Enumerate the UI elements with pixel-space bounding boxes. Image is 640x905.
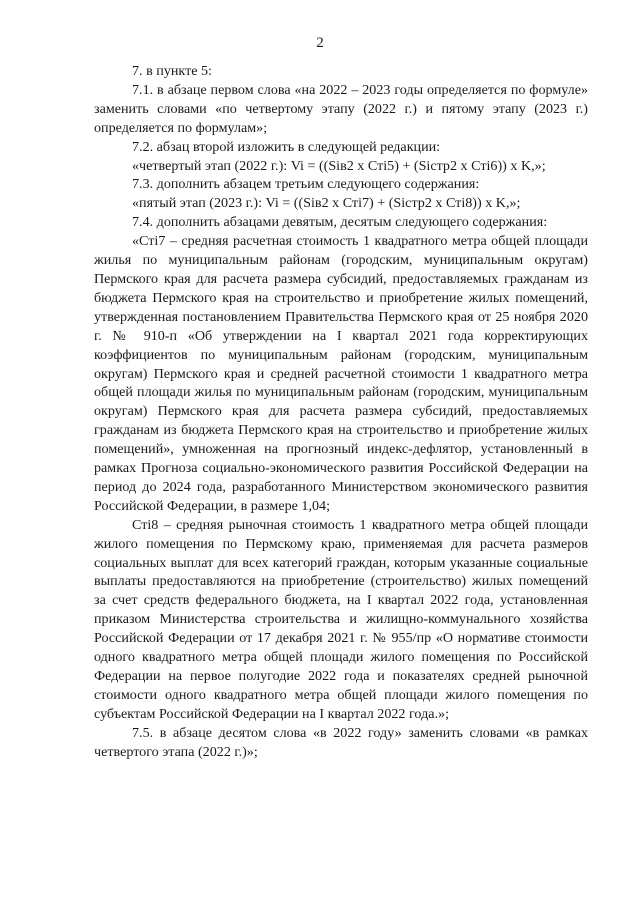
paragraph-7-2: 7.2. абзац второй изложить в следующей редакции: xyxy=(132,138,441,155)
page-number: 2 xyxy=(316,35,324,51)
paragraph-7-1: 7.1. в абзаце первом слова «на 2022 – 2023 годы определяется по формуле» заменить словами «по четвертому этапу (2022 г.) и пятому этапу (2023 г.) определяется по формулам»; xyxy=(94,81,588,136)
formula-stage-five: «пятый этап (2023 г.): Vi = ((Siв2 х Стi7) + (Siстр2 х Стi8)) х K,»; xyxy=(132,195,521,212)
paragraph-7-3: 7.3. дополнить абзацем третьим следующего содержания: xyxy=(132,176,480,193)
definition-cti7: «Стi7 – средняя расчетная стоимость 1 квадратного метра общей площади жилья по муниципальным районам (городским, муниципальным округам) Пермского края для расчета размера субсидий, предоставляемых гражданам из бюджета Пермского края на строительство и приобретение жилых помещений, утвержденная постановлением Правительства Пермского края от 25 ноября 2020 г. № 910-п «Об утверждении на I квартал 2021 года корректирующих коэффициентов по муниципальным районам (городским, муниципальным округам) Пермского края и средней расчетной стоимости 1 квадратного метра общей площади жилья по муниципальным районам (городским, муниципальным округам) Пермского края для расчета размера субсидий, предоставляемых гражданам из бюджета Пермского края на строительство и приобретение жилых помещений», умноженная на прогнозный индекс-дефлятор, установленный в рамках Прогноза социально-экономического развития Российской Федерации на период до 2024 года, разработанного Министерством экономического развития Российской Федерации, в размере 1,04; xyxy=(94,233,588,514)
definition-cti8: Стi8 – средняя рыночная стоимость 1 квадратного метра общей площади жилого помещения по Пермскому краю, применяемая для расчета размеров социальных выплат для всех категорий граждан, которым указанные социальные выплаты предоставляются на приобретение (строительство) жилых помещений за счет средств федерального бюджета, на I квартал 2022 года, установленная приказом Министерства строительства и жилищно-коммунального хозяйства Российской Федерации от 17 декабря 2021 г. № 955/пр «О нормативе стоимости одного квадратного метра общей площади жилого помещения по Российской Федерации на первое полугодие 2022 года и показателях средней рыночной стоимости одного квадратного метра общей площади жилого помещения по субъектам Российской Федерации на I квартал 2022 года.»; xyxy=(94,516,588,722)
formula-stage-four: «четвертый этап (2022 г.): Vi = ((Siв2 х Стi5) + (Siстр2 х Стi6)) х K,»; xyxy=(132,157,546,174)
paragraph-7-5: 7.5. в абзаце десятом слова «в 2022 году» заменить словами «в рамках четвертого этапа (2022 г.)»; xyxy=(94,724,588,760)
document-body xyxy=(94,62,588,762)
paragraph-7-4: 7.4. дополнить абзацами девятым, десятым следующего содержания: xyxy=(132,214,548,231)
paragraph-7: 7. в пункте 5: xyxy=(132,63,212,79)
